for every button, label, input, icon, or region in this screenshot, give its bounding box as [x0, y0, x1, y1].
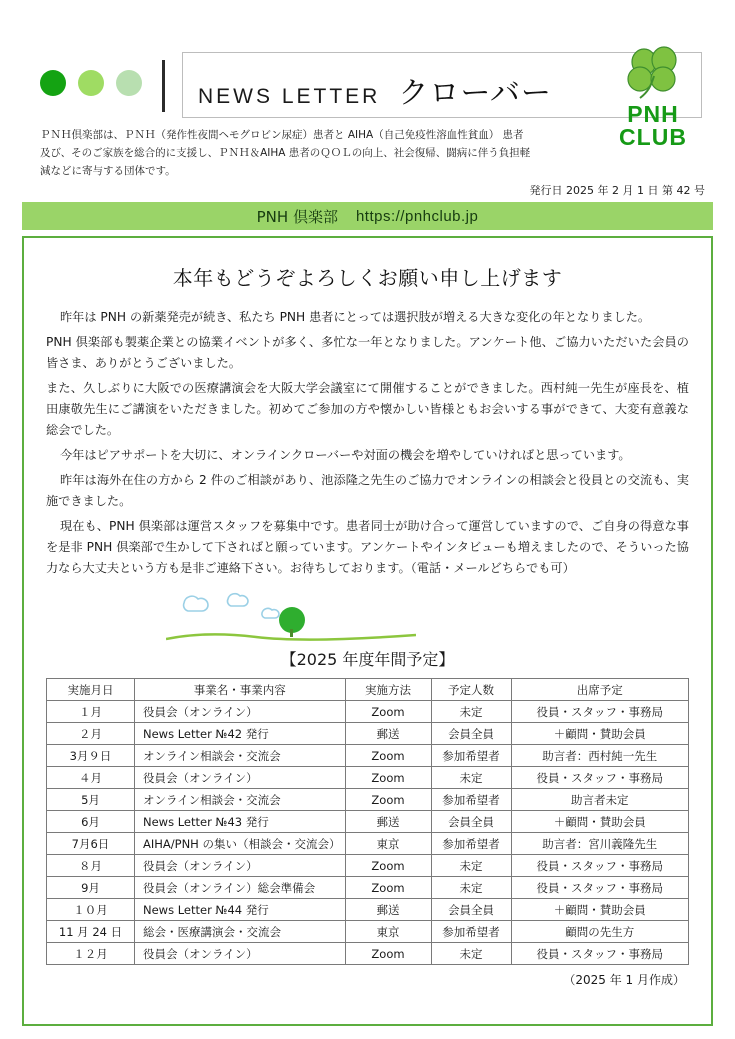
cell-method: Zoom	[345, 789, 431, 811]
cell-method: Zoom	[345, 701, 431, 723]
cell-attendees: 参加希望者	[431, 789, 511, 811]
table-row	[47, 877, 689, 899]
cell-event: 役員会（オンライン）	[135, 855, 346, 877]
cell-event: オンライン相談会・交流会	[135, 789, 346, 811]
cell-event: 役員会（オンライン）総会準備会	[135, 877, 346, 899]
dot-icon	[78, 70, 104, 96]
title-japanese: クローバー	[398, 76, 552, 111]
cell-participants: 助言者：西村純一先生	[511, 745, 689, 767]
cell-attendees: 会員全員	[431, 723, 511, 745]
cell-event: News Letter №44 発行	[135, 899, 346, 921]
cell-method: Zoom	[345, 855, 431, 877]
intro-line-3: 減などに寄与する団体です。	[40, 165, 176, 177]
cell-date: ２月	[47, 723, 135, 745]
cell-date: １２月	[47, 943, 135, 965]
cell-method: Zoom	[345, 943, 431, 965]
schedule-table-body	[47, 701, 689, 965]
cell-attendees: 未定	[431, 767, 511, 789]
cell-attendees: 参加希望者	[431, 833, 511, 855]
article-paragraph: 現在も、PNH 倶楽部は運営スタッフを募集中です。患者同士が助け合って運営していますので、ご自身の得意な事を是非 PNH 倶楽部で生かして下さればと願っています。アンケートやインタビューも増えましたので、そういった協力なら大丈夫という方も是非ご連絡下さい。お待ちしております。（電話・メールどちらでも可）	[46, 519, 689, 575]
cell-date: １月	[47, 701, 135, 723]
cell-participants: 役員・スタッフ・事務局	[511, 701, 689, 723]
cell-date: 6月	[47, 811, 135, 833]
logo-line-1: PNH	[627, 101, 679, 127]
column-header: 実施月日	[47, 679, 135, 701]
schedule-footnote: （2025 年 1 月作成）	[563, 973, 685, 987]
cell-attendees: 未定	[431, 943, 511, 965]
cell-participants: 顧問の先生方	[511, 921, 689, 943]
table-row	[47, 767, 689, 789]
table-header-row	[47, 679, 689, 701]
schedule-title: 【2025 年度年間予定】	[280, 650, 455, 669]
cell-attendees: 未定	[431, 855, 511, 877]
cell-date: ８月	[47, 855, 135, 877]
cell-participants: 役員・スタッフ・事務局	[511, 943, 689, 965]
decorative-dots	[40, 70, 142, 96]
cell-date: 9月	[47, 877, 135, 899]
article-paragraph: 昨年は海外在住の方から 2 件のご相談があり、池添隆之先生のご協力でオンラインの相談会と役員との交流も、実施できました。	[46, 473, 689, 508]
cell-method: Zoom	[345, 877, 431, 899]
cell-event: 役員会（オンライン）	[135, 943, 346, 965]
table-row	[47, 811, 689, 833]
decorative-illustration	[46, 587, 689, 643]
cell-participants: 助言者：宮川義隆先生	[511, 833, 689, 855]
dot-icon	[40, 70, 66, 96]
table-row	[47, 723, 689, 745]
article-paragraph: PNH 倶楽部も製薬企業との協業イベントが多く、多忙な一年となりました。アンケート他、ご協力いただいた会員の皆さま、ありがとうございました。	[46, 335, 689, 370]
cell-participants: 役員・スタッフ・事務局	[511, 767, 689, 789]
cell-method: 郵送	[345, 723, 431, 745]
cell-participants: ＋顧問・賛助会員	[511, 899, 689, 921]
cell-participants: ＋顧問・賛助会員	[511, 723, 689, 745]
cell-attendees: 会員全員	[431, 899, 511, 921]
org-name: PNH 倶楽部	[256, 207, 338, 226]
cell-event: 役員会（オンライン）	[135, 767, 346, 789]
org-url[interactable]: https://pnhclub.jp	[355, 207, 479, 225]
vertical-divider	[162, 60, 165, 112]
cell-method: 郵送	[345, 899, 431, 921]
cell-attendees: 参加希望者	[431, 921, 511, 943]
dot-icon	[116, 70, 142, 96]
cell-date: 5月	[47, 789, 135, 811]
table-row	[47, 701, 689, 723]
cell-participants: ＋顧問・賛助会員	[511, 811, 689, 833]
cell-participants: 役員・スタッフ・事務局	[511, 855, 689, 877]
cell-event: オンライン相談会・交流会	[135, 745, 346, 767]
article-paragraph: 今年はピアサポートを大切に、オンラインクローバーや対面の機会を増やしていければと思っています。	[60, 448, 631, 462]
table-row	[47, 943, 689, 965]
intro-line-2: 及び、そのご家族を総合的に支援し、ＰＮＨ＆AIHA 患者のＱＯＬの向上、社会復帰、闘病に伴う負担軽	[40, 147, 531, 159]
cell-method: Zoom	[345, 745, 431, 767]
cell-method: 東京	[345, 921, 431, 943]
cell-method: 郵送	[345, 811, 431, 833]
clouds-and-tree-icon	[166, 587, 416, 643]
table-row	[47, 855, 689, 877]
clover-icon	[618, 46, 688, 102]
cell-method: 東京	[345, 833, 431, 855]
cell-attendees: 会員全員	[431, 811, 511, 833]
cell-attendees: 参加希望者	[431, 745, 511, 767]
table-row	[47, 921, 689, 943]
table-row	[47, 899, 689, 921]
cell-date: 3月９日	[47, 745, 135, 767]
table-row	[47, 833, 689, 855]
column-header: 事業名・事業内容	[135, 679, 346, 701]
cell-event: News Letter №42 発行	[135, 723, 346, 745]
cell-method: Zoom	[345, 767, 431, 789]
content-frame	[22, 236, 713, 1026]
cell-participants: 助言者未定	[511, 789, 689, 811]
title-english: NEWS LETTER	[198, 85, 381, 108]
table-row	[47, 745, 689, 767]
article-headline: 本年もどうぞよろしくお願い申し上げます	[172, 266, 563, 290]
article-paragraph: 昨年は PNH の新薬発売が続き、私たち PNH 患者にとっては選択肢が増える大きな変化の年となりました。	[60, 310, 651, 324]
cell-date: 11 月 24 日	[47, 921, 135, 943]
column-header: 実施方法	[345, 679, 431, 701]
article-paragraph: また、久しぶりに大阪での医療講演会を大阪大学会議室にて開催することができました。西村純一先生が座長を、植田康敬先生にご講演をいただきました。初めてご参加の方や懐かしい皆様ともお会いする事ができて、大変有意義な総会でした。	[46, 381, 689, 437]
cell-attendees: 未定	[431, 701, 511, 723]
issue-info: 発行日 2025 年 2 月 1 日 第 42 号	[529, 184, 705, 197]
cell-attendees: 未定	[431, 877, 511, 899]
logo-line-2: CLUB	[619, 124, 687, 150]
cell-event: 役員会（オンライン）	[135, 701, 346, 723]
cell-event: News Letter №43 発行	[135, 811, 346, 833]
pnh-club-logo	[597, 46, 709, 148]
schedule-table	[46, 678, 689, 965]
org-banner	[22, 202, 713, 230]
cell-date: １０月	[47, 899, 135, 921]
cell-date: ４月	[47, 767, 135, 789]
masthead-title	[198, 68, 552, 112]
column-header: 出席予定	[511, 679, 689, 701]
column-header: 予定人数	[431, 679, 511, 701]
cell-participants: 役員・スタッフ・事務局	[511, 877, 689, 899]
cell-event: AIHA/PNH の集い（相談会・交流会）	[135, 833, 346, 855]
cell-date: 7月6日	[47, 833, 135, 855]
cell-event: 総会・医療講演会・交流会	[135, 921, 346, 943]
intro-line-1: ＰＮＨ倶楽部は、ＰＮＨ（発作性夜間ヘモグロビン尿症）患者と AIHA（自己免疫性溶血性貧血） 患者	[40, 129, 524, 141]
table-row	[47, 789, 689, 811]
